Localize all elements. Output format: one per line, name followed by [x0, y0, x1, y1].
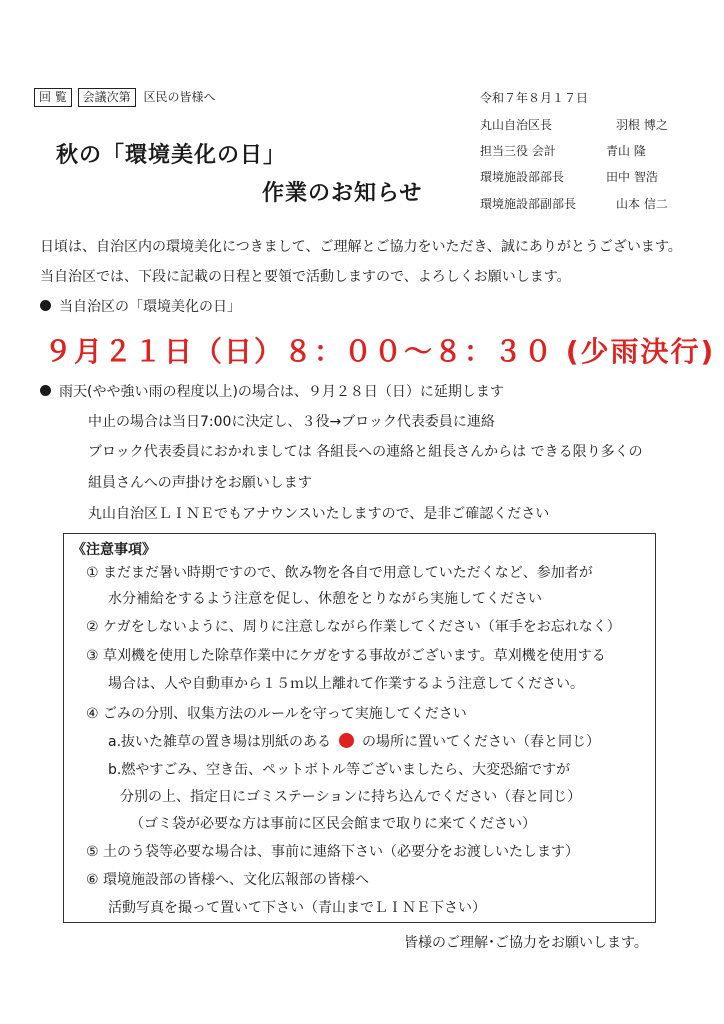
bullet-text: 雨天(やや強い雨の程度以上)の場合は、９月２８日（日）に延期します — [59, 384, 504, 400]
bullet-event-name — [40, 296, 241, 316]
detail-line: ブロック代表委員におかれましては 各組長への連絡と組長さんからは できる限り多くの — [88, 444, 643, 460]
note-text: a.抜いた雑草の置き場は別紙のある — [108, 734, 332, 750]
notes-heading: 《注意事項》 — [72, 542, 156, 558]
note-item: ① まだまだ暑い時期ですので、飲み物を各自で用意していただくなど、参加者が — [86, 565, 593, 581]
note-item: 分別の上、指定日にゴミステーションに持ち込んでください（春と同じ） — [120, 789, 582, 805]
intro-line: 日頃は、自治区内の環境美化につきまして、ご理解とご協力をいただき、誠にありがとうございます。 — [40, 239, 682, 255]
note-item: ③ 草刈機を使用した除草作業中にケガをする事故がございます。草刈機を使用する — [86, 648, 606, 664]
note-item: b.燃やすごみ、空き缶、ペットボトル等ございましたら、大変恐縮ですが — [108, 762, 571, 778]
note-item: 場合は、人や自動車から１５ｍ以上離れて作業するよう注意してください。 — [108, 676, 584, 692]
agenda-tag: 会議次第 — [78, 88, 136, 107]
circulation-header — [34, 88, 216, 107]
bullet-text: 当自治区の「環境美化の日」 — [59, 299, 241, 315]
note-item: ⑥ 環境施設部の皆様へ、文化広報部の皆様へ — [86, 872, 369, 888]
note-item: 活動写真を撮って置いて下さい（青山までＬＩＮＥ下さい） — [108, 900, 486, 916]
note-item: ② ケガをしないように、周りに注意しながら作業してください（軍手をお忘れなく） — [86, 619, 621, 635]
note-item: ④ ごみの分別、収集方法のルールを守って実施してください — [86, 706, 467, 722]
signatory-role: 丸山自治区長 — [480, 118, 553, 132]
note-item: （ゴミ袋が必要な方は事前に区民会館まで取りに来てください） — [130, 816, 536, 832]
signatory-name: 青山 隆 — [606, 144, 646, 158]
detail-line: 丸山自治区ＬＩＮＥでもアナウンスいたしますので、是非ご確認ください — [88, 506, 550, 522]
signatory-name: 田中 智浩 — [606, 170, 658, 184]
note-item: ⑤ 土のう袋等必要な場合は、事前に連絡下さい（必要分をお渡しいたします） — [86, 844, 579, 860]
signatory-role: 担当三役 会計 — [480, 144, 556, 158]
bullet-icon — [40, 385, 51, 396]
signatory-name: 山本 信二 — [616, 197, 668, 211]
closing-message: 皆様のご理解･ご協力をお願いします。 — [404, 935, 648, 951]
detail-line: 組員さんへの声掛けをお願いします — [88, 475, 312, 491]
issue-date: 令和７年８月１７日 — [480, 91, 589, 105]
signatory-role: 環境施設部部長 — [480, 170, 565, 184]
page-title-line2: 作業のお知らせ — [262, 181, 423, 206]
red-circle-icon — [339, 733, 354, 748]
addressee: 区民の皆様へ — [143, 90, 216, 104]
page-title-line1: 秋の「環境美化の日」 — [56, 143, 287, 168]
note-item: 水分補給をするよう注意を促し、休憩をとりながら実施してください — [108, 591, 542, 607]
event-datetime: ９月２１日（日）８：００～８：３０ (少雨決行) — [44, 335, 716, 368]
note-text: の場所に置いてください（春と同じ） — [362, 734, 601, 750]
signatory-role: 環境施設部副部長 — [480, 197, 577, 211]
detail-line: 中止の場合は当日7:00に決定し、３役→ブロック代表委員に連絡 — [88, 414, 495, 430]
circulation-tag: 回 覧 — [34, 88, 72, 107]
intro-line: 当自治区では、下段に記載の日程と要領で活動しますので、よろしくお願いします。 — [40, 269, 571, 285]
signatory-name: 羽根 博之 — [616, 118, 668, 132]
bullet-rain-postpone — [40, 381, 504, 401]
bullet-icon — [40, 300, 51, 311]
note-item-4a — [108, 731, 600, 751]
